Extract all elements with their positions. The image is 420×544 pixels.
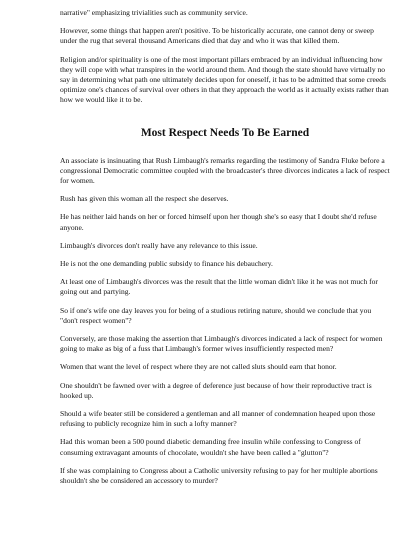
article-paragraph: He is not the one demanding public subsidy to finance his debauchery. <box>60 259 273 269</box>
article-paragraph: If she was complaining to Congress about a Catholic university refusing to pay for her multiple abortions shouldn't she be considered an accessory to murder? <box>60 465 378 486</box>
article-paragraph: An associate is insinuating that Rush Limbaugh's remarks regarding the testimony of Sandra Fluke before a congressional Democratic committee coupled with the broadcaster's three divorces indicates a lack of respect for women. <box>60 155 390 186</box>
article-paragraph: At least one of Limbaugh's divorces was the result that the little woman didn't like it he was not much for going out and partying. <box>60 277 378 297</box>
article-paragraph: Limbaugh's divorces don't really have any relevance to this issue. <box>60 240 258 250</box>
article-paragraph: He has neither laid hands on her or forced himself upon her though she's so easy that I doubt she'd refuse anyone. <box>60 212 377 232</box>
article-paragraph: Women that want the level of respect where they are not called sluts should earn that honor. <box>60 362 337 372</box>
article-paragraph: So if one's wife one day leaves you for being of a studious retiring nature, should we conclude that you "don't respect women"? <box>60 305 372 325</box>
article-title: Most Respect Needs To Be Earned <box>140 126 310 139</box>
article-paragraph: Rush has given this woman all the respect she deserves. <box>60 194 229 204</box>
article-paragraph: Had this woman been a 500 pound diabetic demanding free insulin while confessing to Congress of consuming extravagant amounts of chocolate, wouldn't she have been called a "glutton"? <box>60 437 361 457</box>
article-paragraph: One shouldn't be fawned over with a degree of deference just because of how their reproductive tract is hooked up. <box>60 380 372 400</box>
intro-paragraph: narrative" emphasizing trivialities such as community service. <box>60 8 248 17</box>
article-paragraph: Conversely, are those making the assertion that Limbaugh's divorces indicated a lack of respect for women going to make as big of a fuss that Limbaugh's former wives insufficiently respected men? <box>60 334 383 354</box>
intro-paragraph: However, some things that happen aren't positive. To be historically accurate, one cannot deny or sweep under the rug that several thousand Americans died that day and who it was that killed them. <box>60 26 374 46</box>
intro-paragraph: Religion and/or spirituality is one of the most important pillars embraced by an individual influencing how they will cope with what transpires in the world around them. And though the state should have virtually no say in determining what path one ultimately decides upon for oneself, it has to be admitted that some creeds optimize one's chances of survival over others in that they approach the world as it actually exists rather than how we would like it to be. <box>60 54 389 105</box>
article-paragraph: Should a wife beater still be considered a gentleman and all manner of condemnation heaped upon those refusing to publicly recognize him in such a lofty manner? <box>60 409 376 429</box>
